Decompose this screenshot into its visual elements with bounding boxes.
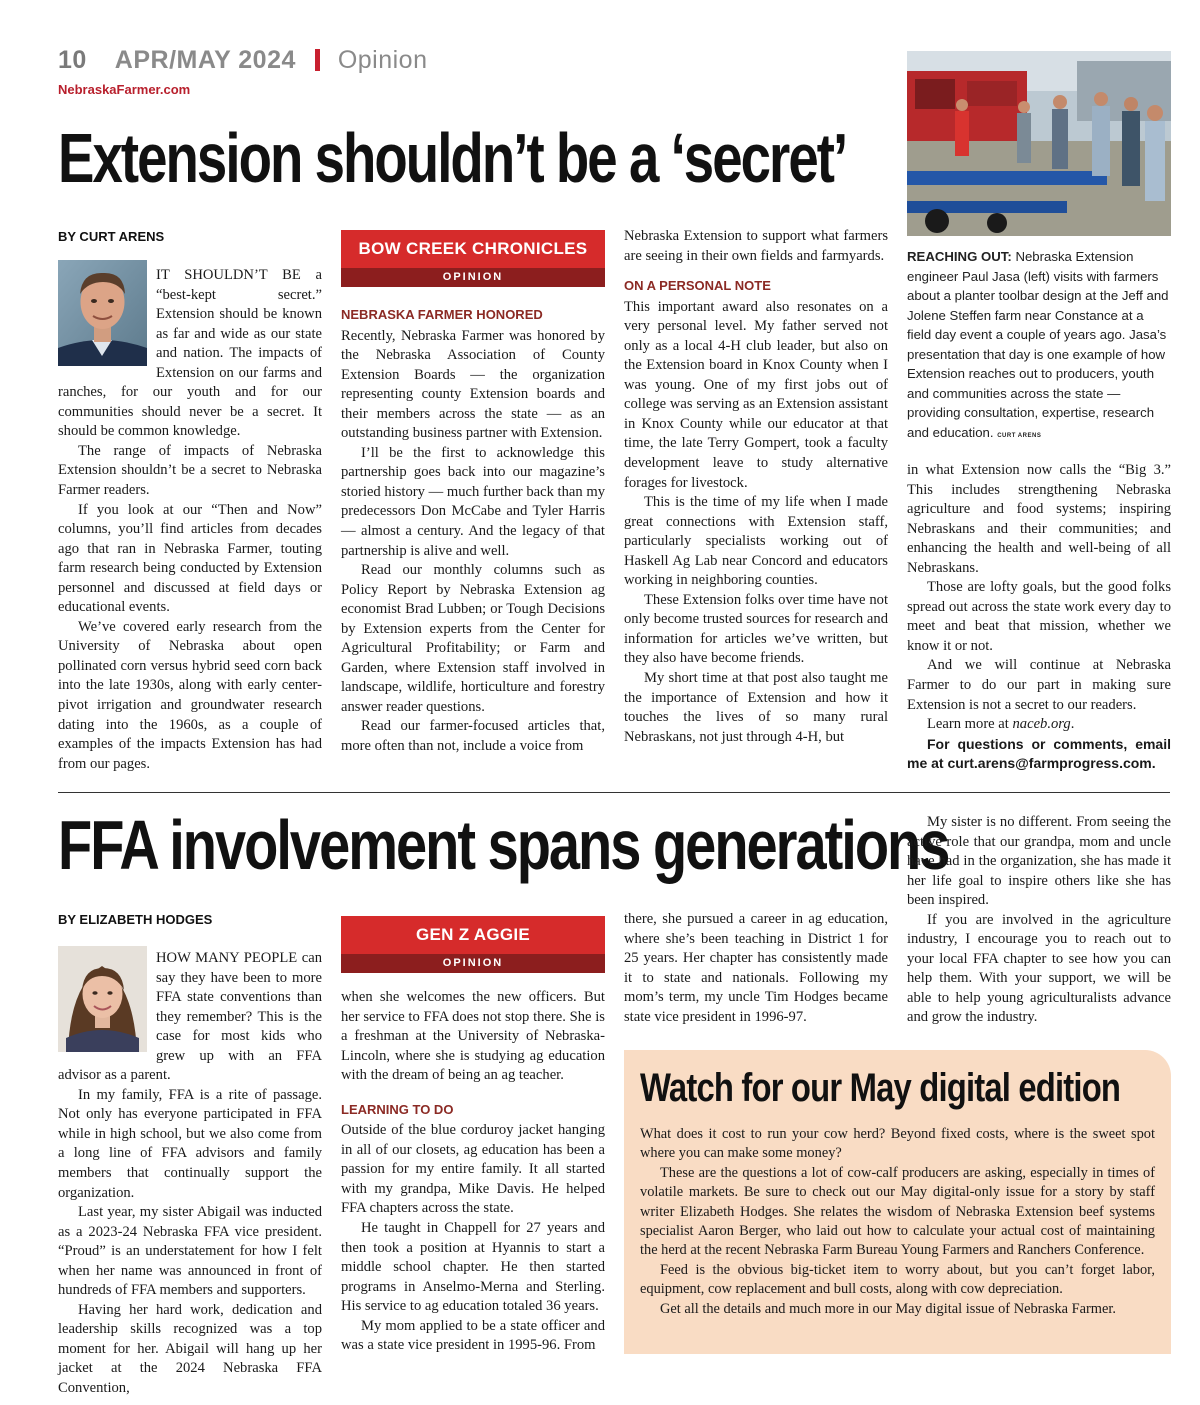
naceb-link[interactable]: naceb.org: [1012, 716, 1071, 733]
article1-paragraph: Read our farmer-focused articles that, more often than not, include a voice from: [341, 718, 605, 755]
article1-paragraph: We’ve covered early research from the University of Nebraska about open pollinated corn versus hybrid seed corn back into the late 1930s, along with early center-pivot irrigation and groundwater research dating into the 1960s, as a couple of examples of the impacts Extension has had from our pages.: [58, 618, 322, 772]
caption-lead: REACHING OUT:: [907, 249, 1012, 264]
article2-paragraph: In my family, FFA is a rite of passage. Not only has everyone participated in FFA while in high school, but we also come from a long line of FFA advisors and family members that continually support the organization.: [58, 1086, 322, 1201]
site-link[interactable]: NebraskaFarmer.com: [58, 82, 191, 97]
subhead-learning-to-do: LEARNING TO DO: [341, 1101, 454, 1117]
article2-column-3: [624, 910, 888, 1027]
article1-paragraph: Recently, Nebraska Farmer was honored by the Nebraska Association of County Extension Boards — the organization representing county Extension boards and their members across the state — as an outstanding business partner with Extension.: [341, 327, 605, 442]
article2-column-4: [907, 813, 1171, 1028]
article1-paragraph: in what Extension now calls the “Big 3.” This includes strengthening Nebraska agriculture and food systems; inspiring Nebraskans and their communities; and enhancing the health and well-being of all Nebraskans.: [907, 462, 1171, 576]
article1-paragraph: I’ll be the first to acknowledge this partnership goes back into our magazine’s storied history — much further back than my predecessors Don McCabe and Tyler Harris — almost a century. And the legacy of that partnership is alive and well.: [341, 444, 605, 559]
promo-title: Watch for our May digital edition: [640, 1066, 1121, 1110]
header-divider: [315, 49, 320, 71]
article1-paragraph: Those are lofty goals, but the good folks spread out across the state work every day to meet and beat that mission, whether we know it or not.: [907, 579, 1171, 654]
article1-paragraph: If you look at our “Then and Now” columns, you’ll find articles from decades ago that ran in Nebraska Farmer, touting farm research being conducted by Extension personnel and discussed at field days or educational events.: [58, 501, 322, 616]
photo-caption: [907, 247, 1171, 446]
article1-paragraph: The range of impacts of Nebraska Extension shouldn’t be a secret to Nebraska Farmer readers.: [58, 442, 322, 499]
article2-paragraph: Outside of the blue corduroy jacket hanging in all of our closets, ag education has been a passion for my entire family. It all started with my grandpa, Mike Davis. He helped FFA chapters across the state.: [341, 1122, 605, 1217]
article1-paragraph: This important award also resonates on a very personal level. My father served not only as a local 4-H club leader, but also on the Extension board in Knox County when I was young. One of my first jobs out of college was serving as an Extension assistant in Knox County while our educator at that time, the late Terry Gompert, took a faculty development leave to study alternative forages for livestock.: [624, 298, 888, 491]
promo-paragraph: Get all the details and much more in our May digital issue of Nebraska Farmer.: [660, 1300, 1116, 1317]
article1-headline: Extension shouldn’t be a ‘secret’: [58, 119, 847, 197]
column-badge-title: BOW CREEK CHRONICLES: [341, 230, 605, 268]
column-badge-title: GEN Z AGGIE: [341, 916, 605, 954]
article2-paragraph: If you are involved in the agriculture industry, I encourage you to reach out to your local FFA chapter to see how you can help them. With your support, we will be able to help young agriculturalists advance and grow the industry.: [907, 911, 1171, 1026]
promo-paragraph: These are the questions a lot of cow-calf producers are asking, especially in times of volatile markets. Be sure to check out our May digital-only issue for a story by staff writer Elizabeth Hodges. She relates the wisdom of Nebraska Extension beef systems specialist Aaron Berger, who laid out how to calculate your actual cost of maintaining the herd at the recent Nebraska Farm Bureau Young Farmers and Ranchers Conference.: [640, 1164, 1155, 1259]
column-badge-bow-creek: [341, 230, 605, 287]
page-number: 10: [58, 46, 87, 74]
article2-column-1: [58, 949, 322, 1399]
promo-body: [640, 1125, 1155, 1319]
contact-email[interactable]: For questions or comments, email me at curt.arens@farmprogress.com.: [907, 735, 1171, 772]
article1-column-1: [58, 266, 322, 774]
article1-column-2: [341, 297, 605, 757]
article1-paragraph: These Extension folks over time have not only become trusted sources for research and information for articles we’ve written, but they also have become friends.: [624, 591, 888, 667]
article2-paragraph: He taught in Chappell for 27 years and then took a position at Hyannis to start a middle school chapter. He then started programs in Anselmo-Merna and Sterling. His service to ag education totaled 36 years.: [341, 1220, 605, 1315]
article2-paragraph: when she welcomes the new officers. But her service to FFA does not stop there. She is a freshman at the University of Nebraska-Lincoln, where she is studying ag education with the dream of being an ag teacher.: [341, 989, 605, 1084]
article1-lede: IT SHOULDN’T BE a “best-kept secret.” Extension should be known as far and wide as our state and nation. The impacts of Extension on our farms and ranches, for our youth and for our communities should never be a secret. It should be common knowledge.: [58, 267, 322, 440]
learn-more: [907, 715, 1171, 735]
article2-lede: HOW MANY PEOPLE can say they have been to more FFA state conventions than they remember? This is the case for most kids who grew up with an FFA advisor as a parent.: [58, 950, 322, 1084]
photo-credit: CURT ARENS: [997, 432, 1042, 439]
subhead-nebraska-farmer-honored: NEBRASKA FARMER HONORED: [341, 307, 543, 322]
column-badge-label: OPINION: [341, 268, 605, 287]
field-day-photo: [907, 51, 1171, 236]
subhead-personal-note: ON A PERSONAL NOTE: [624, 278, 771, 294]
caption-text: Nebraska Extension engineer Paul Jasa (left) visits with farmers about a planter toolbar design at the Jeff and Jolene Steffen farm near Constance at a field day event a couple of years ago. Jasa’s presentation that day is one example of how Extension reaches out to producers, youth and communities across the state — providing consultation, expertise, research and education.: [907, 249, 1169, 440]
column-badge-label: OPINION: [341, 954, 605, 973]
article1-paragraph: This is the time of my life when I made great connections with Extension staff, particularly specialists working out of Haskell Ag Lab near Concord and educators working in neighboring counties.: [624, 494, 888, 589]
column-badge-gen-z-aggie: [341, 916, 605, 973]
article2-byline: BY ELIZABETH HODGES: [58, 912, 213, 927]
article2-paragraph: My mom applied to be a state officer and was a state vice president in 1995-96. From: [341, 1317, 605, 1354]
learn-more-suffix: .: [1070, 716, 1075, 733]
promo-paragraph: Feed is the obvious big-ticket item to worry about, but you can’t forget labor, equipment, cow replacement and bull costs, along with cow depreciation.: [640, 1261, 1155, 1298]
article1-paragraph: Read our monthly columns such as Policy Report by Nebraska Extension ag economist Brad Lubben; or Tough Decisions by Extension experts from the Center for Agricultural Profitability; or Farm and Garden, where Extension staff involved in landscape, wildlife, horticulture and forestry answer reader questions.: [341, 562, 605, 715]
page-header: [58, 46, 427, 75]
issue-date: APR/MAY 2024: [114, 46, 296, 74]
section-name: Opinion: [337, 46, 428, 74]
learn-more-prefix: Learn more at: [927, 716, 1013, 733]
article2-paragraph: Having her hard work, dedication and leadership skills recognized was a top moment for her. Abigail will hang up her jacket at the 2024 Nebraska FFA Convention,: [58, 1301, 322, 1397]
article2-paragraph: My sister is no different. From seeing the active role that our grandpa, mom and uncle have had in the organization, she has made it her life goal to inspire others like she has been inspired.: [907, 814, 1171, 909]
article1-byline: BY CURT ARENS: [58, 229, 165, 244]
article1-paragraph: My short time at that post also taught me the importance of Extension and how it touches the lives of so many rural Nebraskans, not just through 4-H, but: [624, 670, 888, 745]
article2-paragraph: Last year, my sister Abigail was inducted as a 2023-24 Nebraska FFA vice president. “Proud” is an understatement for how I felt when her name was announced in front of hundreds of FFA members and supporters.: [58, 1204, 322, 1299]
article-divider: [58, 792, 1170, 793]
article2-headline: FFA involvement spans generations: [58, 806, 949, 884]
article1-paragraph: And we will continue at Nebraska Farmer to do our part in making sure Extension is not a secret to our readers.: [907, 657, 1171, 713]
article2-paragraph: there, she pursued a career in ag education, where she’s been teaching in District 1 for 25 years. Her chapter has consistently made it to state and nationals. Following my mom’s term, my uncle Tim Hodges became state vice president in 1996-97.: [624, 911, 888, 1025]
article1-column-4: [907, 461, 1171, 774]
article1-paragraph: Nebraska Extension to support what farmers are seeing in their own fields and farmyards.: [624, 228, 888, 264]
article1-column-3: [624, 227, 888, 747]
digital-edition-promo: [624, 1050, 1171, 1354]
promo-paragraph: What does it cost to run your cow herd? Beyond fixed costs, where is the sweet spot where you can make some money?: [640, 1126, 1155, 1162]
article2-column-2: [341, 988, 605, 1356]
